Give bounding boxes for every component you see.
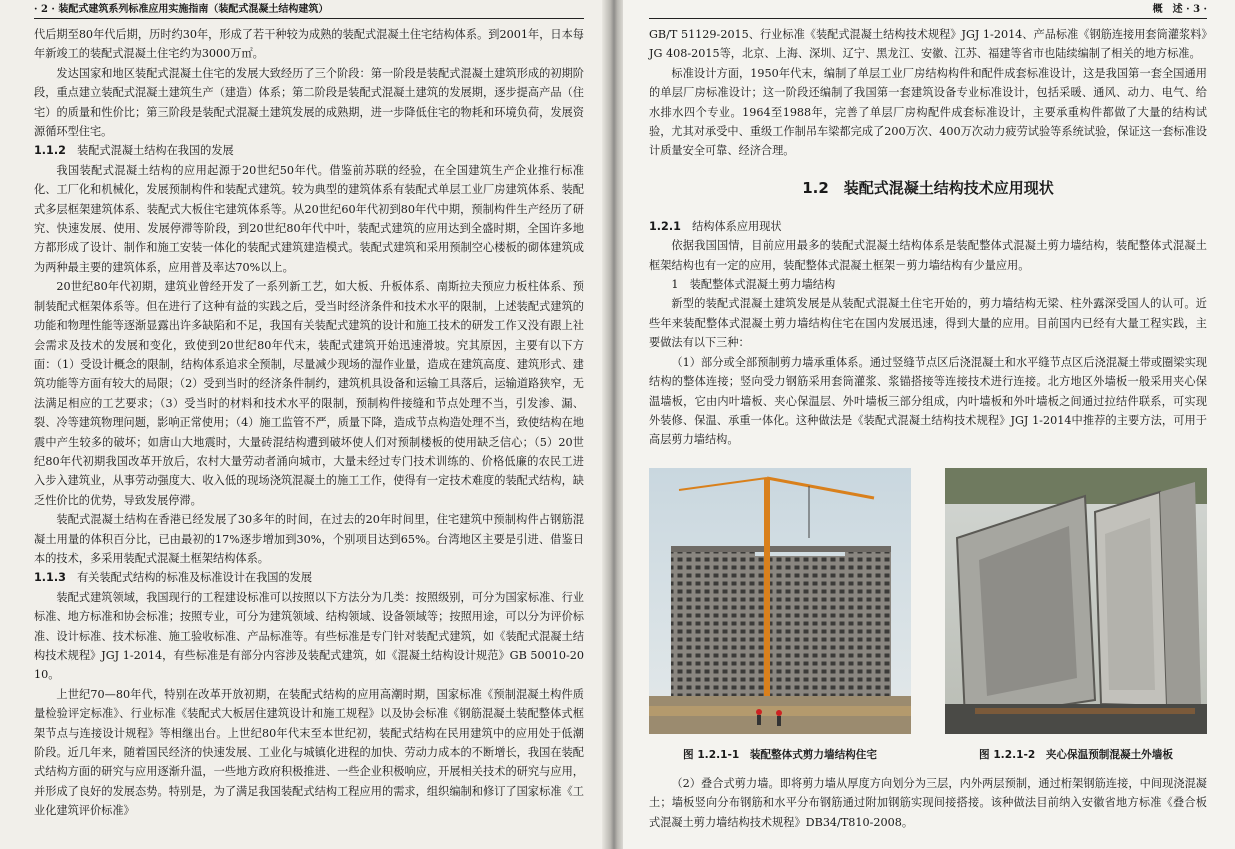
right-running-head: 概 述 · 3 ·: [649, 2, 1207, 19]
section-heading: [34, 141, 584, 160]
figure-caption-1: 图 1.2.1-1 装配整体式剪力墙结构住宅: [683, 748, 877, 761]
body-paragraph: 依据我国国情，目前应用最多的装配式混凝土结构体系是装配整体式混凝土剪力墙结构，装配整体式混凝土框架结构也有一定的应用，装配整体式混凝土框架－剪力墙结构有少量应用。: [649, 239, 1207, 272]
section-heading-text: 有关装配式结构的标准及标准设计在我国的发展: [77, 571, 313, 585]
right-page: [623, 0, 1235, 849]
body-paragraph: 20世纪80年代初期，建筑业曾经开发了一系列新工艺，如大板、升板体系、南斯拉夫预应力板柱体系、预制装配式框架体系等。但在进行了这种有益的实践之后，受当时经济条件和技术水平的限制，上述装配式建筑的功能和物理性能等逐渐显露出许多缺陷和不足，我国有关装配式建筑的设计和施工技术的研发工作又没有跟上社会需求及技术的发展和变化，致使到20世纪80年代末，装配式建筑开始迅速滑坡。究其原因，主要有以下方面：（1）受设计概念的限制，结构体系追求全预制，尽量减少现场的湿作业量，造成在建筑高度、建筑形式、建筑功能等方面有较大的局限；（2）受到当时的经济条件制约，建筑机具设备和运输工具落后，运输道路狭窄，无法满足相应的工艺要求；（3）受当时的材料和技术水平的限制，预制构件接缝和节点处理不当，引发渗、漏、裂、冷等建筑物理问题，影响正常使用；（4）施工监管不严，质量下降，造成节点构造处理不当，致使结构在地震中产生较多的破坏；如唐山大地震时，大量砖混结构遭到破坏使人们对预制楼板的使用缺乏信心；（5）20世纪80年代初期我国改革开放后，农村大量劳动者涌向城市，大量未经过专门技术训练的、价格低廉的农民工进入步入建筑业，从事劳动强度大、收入低的现场浇筑混凝土的施工工作，使得有一定技术难度的装配式结构，缺乏性价比的优势，导致发展停滞。: [34, 280, 584, 507]
body-paragraph: 标准设计方面，1950年代末，编制了单层工业厂房结构构件和配件成套标准设计，这是我国第一套全国通用的单层厂房标准设计；这一阶段还编制了我国第一套建筑设备专业标准设计，包括采暖、通风、动力、电气、给水排水四个专业。1964至1988年，完善了单层厂房构配件成套标准设计，主要承重构件都做了大量的结构试验，尤其对承受中、重级工作制吊车梁都完成了200万次、400万次动力疲劳试验等系统试验，保证这一套标准设计质量安全可靠、经济合理。: [649, 66, 1207, 158]
left-running-head: · 2 · 装配式建筑系列标准应用实施指南（装配式混凝土结构建筑）: [34, 2, 584, 19]
section-heading: [649, 217, 1207, 236]
section-heading-text: 结构体系应用现状: [692, 219, 782, 233]
right-page-content-bottom: [649, 774, 1207, 832]
section-number: 1.1.2: [34, 144, 66, 158]
section-heading-text: 装配式混凝土结构在我国的发展: [77, 144, 234, 158]
figure-caption-2: 图 1.2.1-2 夹心保温预制混凝土外墙板: [979, 748, 1173, 761]
left-page-content: [34, 25, 584, 821]
body-paragraph: 新型的装配式混凝土建筑发展是从装配式混凝土住宅开始的，剪力墙结构无梁、柱外露深受国人的认可。近些年来装配整体式混凝土剪力墙结构住宅在国内发展迅速，得到大量的应用。目前国内已经有大量工程实践，主要做法有以下三种：: [649, 297, 1207, 350]
right-page-content-middle: [649, 217, 1207, 450]
right-page-content-top: [649, 25, 1207, 161]
section-number: 1.1.3: [34, 571, 66, 585]
body-paragraph: 代后期至80年代后期，历时约30年，形成了若干种较为成熟的装配式混凝土住宅结构体系。到2001年，日本每年新竣工的装配式混凝土住宅约为3000万㎡。: [34, 28, 584, 61]
body-paragraph: 我国装配式混凝土结构的应用起源于20世纪50年代。借鉴前苏联的经验，在全国建筑生产企业推行标准化、工厂化和机械化，发展预制构件和装配式建筑。较为典型的建筑体系有装配式单层工业厂房建筑体系、装配式多层框架建筑体系、装配式大板住宅建筑体系等。从20世纪60年代初到80年代中期，预制构件生产经历了研究、快速发展、使用、发展停滞等阶段，到20世纪80年代中叶，装配式建筑的应用达到全盛时期，全国许多地方都形成了设计、制作和施工安装一体化的装配式建筑建造模式。装配式建筑和采用预制空心楼板的砌体建筑成为两种最主要的建筑体系，应用普及率达70%以上。: [34, 163, 584, 274]
body-paragraph: 装配式建筑领域，我国现行的工程建设标准可以按照以下方法分为几类：按照级别，可分为国家标准、行业标准、地方标准和协会标准；按照专业，可分为建筑领域、结构领域、设备领域等；按照用途，可以分为评价标准、设计标准、技术标准、施工验收标准、产品标准等。有些标准是专门针对装配式建筑，如《装配式混凝土结构技术规程》JGJ 1-2014，有些标准是有部分内容涉及装配式建筑，如《混凝土结构设计规范》GB 50010-2010。: [34, 590, 584, 682]
body-paragraph: （1）部分或全部预制剪力墙承重体系。通过竖缝节点区后浇混凝土和水平缝节点区后浇混凝土带或圈梁实现结构的整体连接；竖向受力钢筋采用套筒灌浆、浆锚搭接等连接技术进行连接。北方地区外墙板一般采用夹心保温墙板，它由内叶墙板、夹心保温层、外叶墙板三部分组成，内叶墙板和外叶墙板之间通过拉结件联系，可实现外装修、保温、承重一体化。这种做法是《装配式混凝土结构技术规程》JGJ 1-2014中推荐的主要方法，可用于高层剪力墙结构。: [649, 355, 1207, 447]
section-number: 1.2.1: [649, 219, 681, 233]
figure-captions: [649, 746, 1207, 764]
figure-wall-panel-photo: [945, 468, 1207, 738]
body-paragraph: 上世纪70—80年代，特别在改革开放初期，在装配式结构的应用高潮时期，国家标准《预制混凝土构件质量检验评定标准》、行业标准《装配式大板居住建筑设计和施工规程》以及协会标准《钢筋混凝土装配整体式框架节点与连接设计规程》等相继出台。上世纪80年代末至本世纪初，装配式结构在民用建筑中的应用处于低潮阶段。近几年来，随着国民经济的快速发展、工业化与城镇化进程的加快、劳动力成本的不断增长，我国在装配式结构方面的研究与应用逐渐升温，一些地方政府积极推进、一些企业积极响应，开展相关技术的研究与应用，并形成了良好的发展态势。特别是，为了满足我国装配式结构工程应用的需求，组织编制和修订了国家标准《工业化建筑评价标准》: [34, 687, 584, 818]
left-page: [0, 0, 606, 849]
figure-building-photo: [649, 468, 911, 738]
figure-row: [649, 468, 1207, 738]
body-paragraph: 1 装配整体式混凝土剪力墙结构: [671, 278, 836, 292]
section-heading: [34, 568, 584, 587]
building-construction-photo: [649, 468, 911, 734]
body-paragraph: 装配式混凝土结构在香港已经发展了30多年的时间，在过去的20年时间里，住宅建筑中预制构件占钢筋混凝土用量的体积百分比，已由最初的17%逐步增加到30%，个别项目达到65%。台湾地区主要是引进、借鉴日本的技术，多采用装配式混凝土框架结构体系。: [34, 513, 584, 565]
body-paragraph: 发达国家和地区装配式混凝土住宅的发展大致经历了三个阶段：第一阶段是装配式混凝土建筑形成的初期阶段，重点建立装配式混凝土建筑生产（建造）体系；第二阶段是装配式混凝土建筑的发展期，逐步提高产品（住宅）的质量和性价比；第三阶段是装配式混凝土建筑发展的成熟期，进一步降低住宅的物耗和环境负荷，发展资源循环型住宅。: [34, 66, 584, 139]
section-title: 1.2 装配式混凝土结构技术应用现状: [802, 178, 1054, 197]
body-paragraph: GB/T 51129-2015、行业标准《装配式混凝土结构技术规程》JGJ 1-2014、产品标准《钢筋连接用套筒灌浆料》JG 408-2015等，北京、上海、深圳、辽宁、黑龙江、安徽、江苏、福建等省市也陆续编制了相关的地方标准。: [649, 28, 1207, 61]
wall-panel-photo: [945, 468, 1207, 734]
body-paragraph: （2）叠合式剪力墙。即将剪力墙从厚度方向划分为三层，内外两层预制，通过桁架钢筋连接，中间现浇混凝土；墙板竖向分布钢筋和水平分布钢筋通过附加钢筋实现间接搭接。该种做法目前纳入安徽省地方标准《叠合板式混凝土剪力墙结构技术规程》DB34/T810-2008。: [649, 776, 1207, 829]
